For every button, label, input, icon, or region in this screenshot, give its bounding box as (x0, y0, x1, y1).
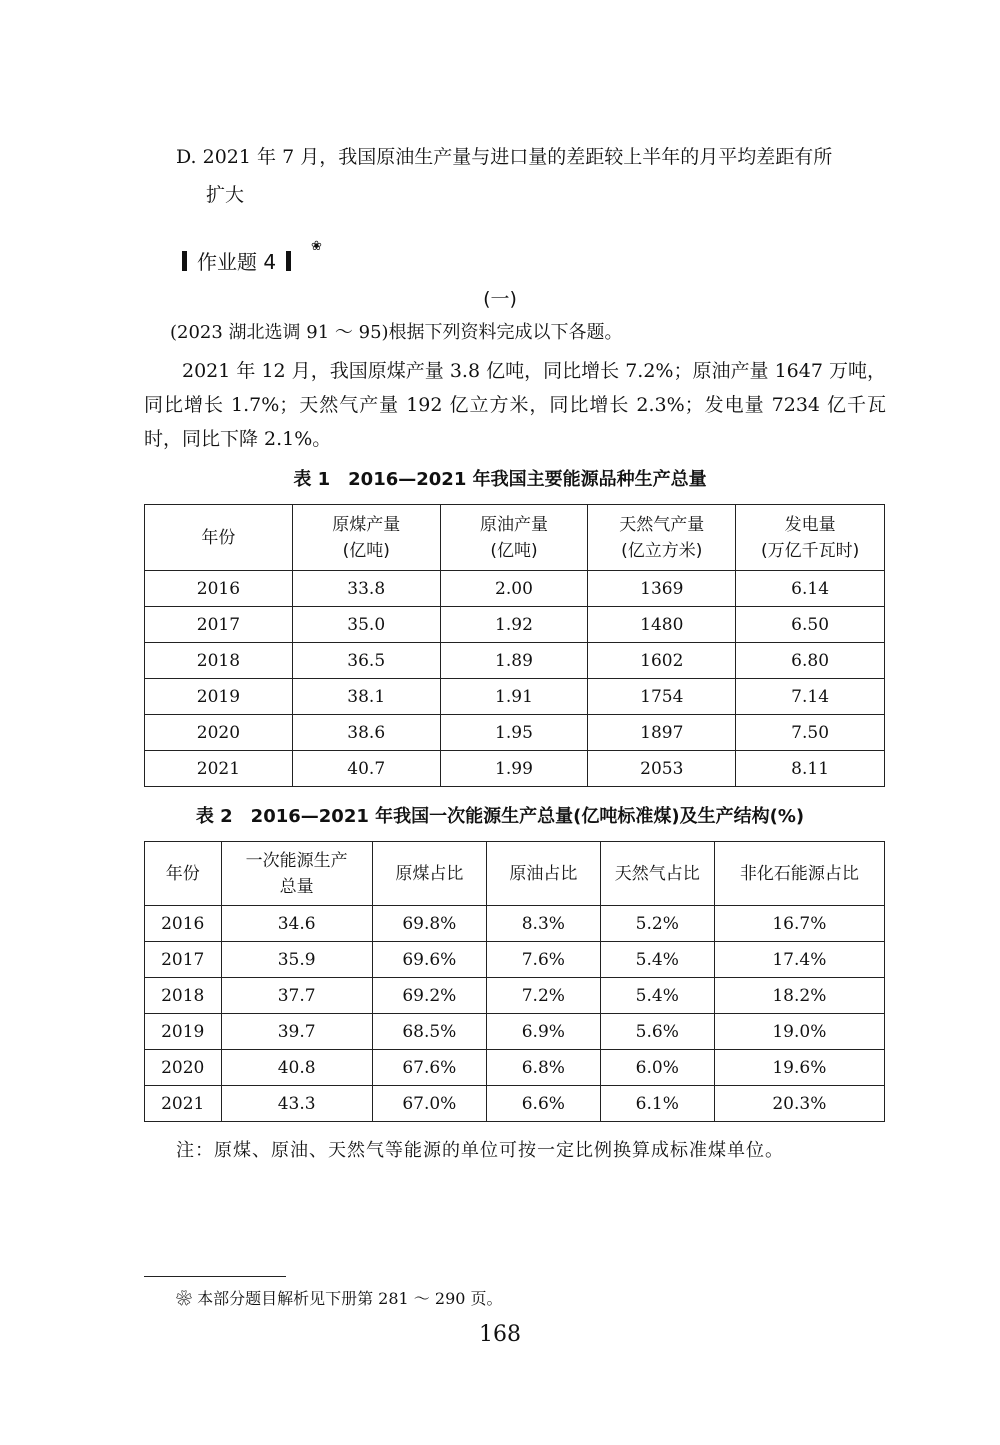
table2-cell: 7.2% (486, 978, 600, 1014)
section-title: 作业题 4 (197, 250, 277, 274)
table2-cell: 2019 (145, 1014, 222, 1050)
table2-cell: 2018 (145, 978, 222, 1014)
table2-cell: 7.6% (486, 942, 600, 978)
option-d-line2: 扩大 (206, 184, 245, 206)
table1-cell: 2018 (145, 643, 293, 679)
table1-header-text: 天然气产量 (619, 514, 705, 535)
table2-cell: 69.8% (372, 906, 486, 942)
table1-header-cell (588, 505, 736, 571)
heading-bar-left (182, 251, 187, 271)
table1-header-text: 原煤产量 (332, 514, 401, 535)
material-text: 2021 年 12 月，我国原煤产量 3.8 亿吨，同比增长 7.2%；原油产量 1647 万吨，同比增长 1.7%；天然气产量 192 亿立方米，同比增长 2.3%；发电量 7234 亿千瓦时，同比下降 2.1%。 (144, 360, 886, 450)
table2-cell: 5.4% (600, 978, 714, 1014)
table1-cell: 2021 (145, 751, 293, 787)
table2-header-cell (600, 842, 714, 906)
table2-cell: 39.7 (221, 1014, 372, 1050)
table2-cell: 34.6 (221, 906, 372, 942)
table1-cell: 1.92 (440, 607, 588, 643)
table2-cell: 5.2% (600, 906, 714, 942)
table2-cell: 5.4% (600, 942, 714, 978)
table1-caption: 表 1 2016—2021 年我国主要能源品种生产总量 (293, 469, 707, 490)
table2-header-text: 一次能源生产 (245, 850, 348, 871)
table1-cell: 1369 (588, 571, 736, 607)
table2-row (145, 978, 885, 1014)
table2-cell: 43.3 (221, 1086, 372, 1122)
table1-header-text: 原油产量 (479, 514, 548, 535)
option-d (176, 138, 896, 214)
table2-cell: 8.3% (486, 906, 600, 942)
table2-header-cell (714, 842, 884, 906)
table1-cell: 1.99 (440, 751, 588, 787)
table2-cell: 17.4% (714, 942, 884, 978)
table2-cell: 35.9 (221, 942, 372, 978)
table2-cell: 20.3% (714, 1086, 884, 1122)
table2-cell: 18.2% (714, 978, 884, 1014)
table1-cell: 2053 (588, 751, 736, 787)
table-note: 注：原煤、原油、天然气等能源的单位可按一定比例换算成标准煤单位。 (176, 1140, 784, 1161)
table1-cell: 1754 (588, 679, 736, 715)
table2 (144, 841, 885, 1122)
table1-cell: 1.89 (440, 643, 588, 679)
table1-body (145, 571, 885, 787)
table2-cell: 69.6% (372, 942, 486, 978)
table2-cell: 6.6% (486, 1086, 600, 1122)
table1-cell: 38.1 (292, 679, 440, 715)
option-d-line1: D. 2021 年 7 月，我国原油生产量与进口量的差距较上半年的月平均差距有所 (176, 146, 833, 168)
table1-cell: 36.5 (292, 643, 440, 679)
table1-cell: 2016 (145, 571, 293, 607)
table2-cell: 2020 (145, 1050, 222, 1086)
intro-line: (2023 湖北选调 91 ～ 95)根据下列资料完成以下各题。 (170, 322, 623, 343)
table1-cell: 1602 (588, 643, 736, 679)
table2-header-text: 原煤占比 (395, 863, 464, 884)
table2-row (145, 1014, 885, 1050)
table2-cell: 37.7 (221, 978, 372, 1014)
table2-cell: 2021 (145, 1086, 222, 1122)
table1-cell: 2020 (145, 715, 293, 751)
table2-header-text: 天然气占比 (614, 863, 700, 884)
footnote: ❀ 本部分题目解析见下册第 281 ～ 290 页。 (176, 1289, 503, 1308)
table1-header-cell (440, 505, 588, 571)
table1-header-text: (亿立方米) (621, 540, 703, 561)
table1-cell: 6.80 (736, 643, 885, 679)
table2-cell: 67.6% (372, 1050, 486, 1086)
table2-header-text: 原油占比 (509, 863, 578, 884)
table2-cell: 40.8 (221, 1050, 372, 1086)
table1-cell: 40.7 (292, 751, 440, 787)
table2-header-cell (486, 842, 600, 906)
page-number: 168 (479, 1322, 521, 1347)
table1-cell: 2019 (145, 679, 293, 715)
table1-header-text: 发电量 (784, 514, 836, 535)
subsection-title: (一) (483, 288, 517, 310)
table2-cell: 69.2% (372, 978, 486, 1014)
table1-cell: 38.6 (292, 715, 440, 751)
table1-row (145, 751, 885, 787)
table2-cell: 16.7% (714, 906, 884, 942)
table1-row (145, 607, 885, 643)
table2-cell: 19.6% (714, 1050, 884, 1086)
table1-row (145, 571, 885, 607)
table1-header-cell (736, 505, 885, 571)
table2-header-row (145, 842, 885, 906)
table1-header-cell (292, 505, 440, 571)
table1-header-text: (万亿千瓦时) (760, 540, 860, 561)
table2-caption: 表 2 2016—2021 年我国一次能源生产总量(亿吨标准煤)及生产结构(%) (195, 806, 805, 827)
table1-cell: 2.00 (440, 571, 588, 607)
table2-header-cell (221, 842, 372, 906)
table1-header-text: (亿吨) (342, 540, 390, 561)
table2-cell: 2017 (145, 942, 222, 978)
table2-header-cell (145, 842, 222, 906)
table2-cell: 67.0% (372, 1086, 486, 1122)
table1-cell: 33.8 (292, 571, 440, 607)
table1-cell: 6.50 (736, 607, 885, 643)
table2-cell: 68.5% (372, 1014, 486, 1050)
table2-cell: 2016 (145, 906, 222, 942)
table2-header-text: 非化石能源占比 (739, 863, 859, 884)
table1-header-text: 年份 (201, 527, 236, 548)
table2-row (145, 1086, 885, 1122)
table2-cell: 19.0% (714, 1014, 884, 1050)
table1 (144, 504, 885, 787)
table1-row (145, 679, 885, 715)
table1-cell: 8.11 (736, 751, 885, 787)
table1-cell: 7.50 (736, 715, 885, 751)
table1-header-row (145, 505, 885, 571)
table2-header-cell (372, 842, 486, 906)
table2-cell: 6.0% (600, 1050, 714, 1086)
table1-cell: 7.14 (736, 679, 885, 715)
table2-cell: 6.1% (600, 1086, 714, 1122)
table2-header-text: 年份 (165, 863, 200, 884)
table1-cell: 6.14 (736, 571, 885, 607)
table2-cell: 6.8% (486, 1050, 600, 1086)
heading-bar-right (286, 251, 291, 271)
section-heading (172, 246, 301, 275)
table1-cell: 1480 (588, 607, 736, 643)
table2-row (145, 942, 885, 978)
table1-cell: 1.95 (440, 715, 588, 751)
table2-row (145, 906, 885, 942)
table1-header-cell (145, 505, 293, 571)
table1-cell: 1897 (588, 715, 736, 751)
table1-row (145, 715, 885, 751)
table2-body (145, 906, 885, 1122)
table2-cell: 5.6% (600, 1014, 714, 1050)
table1-row (145, 643, 885, 679)
footnote-mark-icon: ❀ (311, 239, 322, 254)
table1-cell: 2017 (145, 607, 293, 643)
material-paragraph (144, 354, 886, 456)
table1-cell: 35.0 (292, 607, 440, 643)
footnote-divider (144, 1276, 286, 1277)
table1-header-text: (亿吨) (490, 540, 538, 561)
table2-row (145, 1050, 885, 1086)
table2-cell: 6.9% (486, 1014, 600, 1050)
table2-header-text: 总量 (279, 876, 314, 897)
table1-cell: 1.91 (440, 679, 588, 715)
